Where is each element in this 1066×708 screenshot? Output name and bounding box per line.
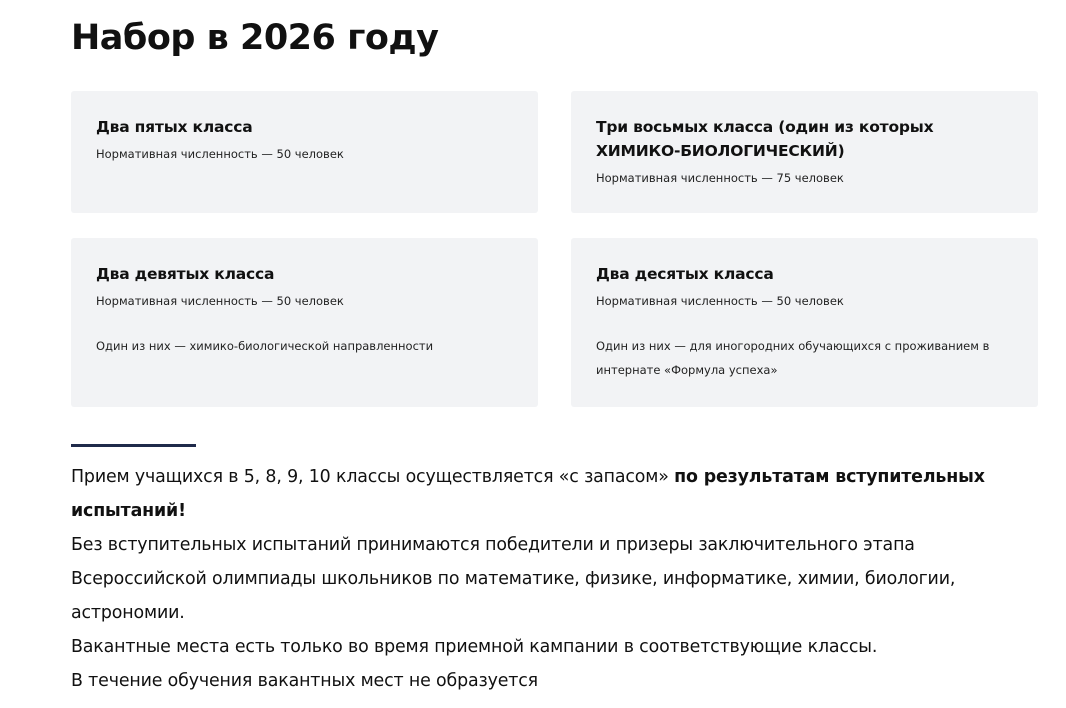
card-capacity: Нормативная численность — 50 человек <box>96 294 344 308</box>
class-card-10 <box>571 238 1038 407</box>
admission-text: Прием учащихся в 5, 8, 9, 10 классы осуществляется «с запасом» <box>71 467 675 487</box>
card-capacity: Нормативная численность — 75 человек <box>596 171 844 185</box>
card-capacity: Нормативная численность — 50 человек <box>596 294 844 308</box>
card-title: Три восьмых класса (один из которых ХИМИКО-БИОЛОГИЧЕСКИЙ) <box>596 118 934 160</box>
olympiad-paragraph: Без вступительных испытаний принимаются победители и призеры заключительного этапа Всероссийской олимпиады школьников по математике, физике, информатике, химии, биологии, астрономии. <box>71 535 956 623</box>
card-title: Два десятых класса <box>596 265 774 283</box>
admission-info <box>71 460 1046 698</box>
class-card-5 <box>71 91 538 213</box>
admission-emphasis: по результатам вступительных испытаний! <box>71 467 985 521</box>
card-note: Один из них — химико-биологической направленности <box>96 339 434 353</box>
admission-paragraph <box>71 460 1046 528</box>
page-title: Набор в 2026 году <box>71 18 439 58</box>
vacancy-paragraph: Вакантные места есть только во время приемной кампании в соответствующие классы. <box>71 637 878 657</box>
class-card-9 <box>71 238 538 407</box>
card-note: Один из них — для иногородних обучающихся с проживанием в интернате «Формула успеха» <box>596 339 990 377</box>
card-title: Два девятых класса <box>96 265 275 283</box>
card-title: Два пятых класса <box>96 118 253 136</box>
card-capacity: Нормативная численность — 50 человек <box>96 147 344 161</box>
class-card-8 <box>571 91 1038 213</box>
no-vacancy-paragraph: В течение обучения вакантных мест не образуется <box>71 671 538 691</box>
section-divider <box>71 444 196 447</box>
